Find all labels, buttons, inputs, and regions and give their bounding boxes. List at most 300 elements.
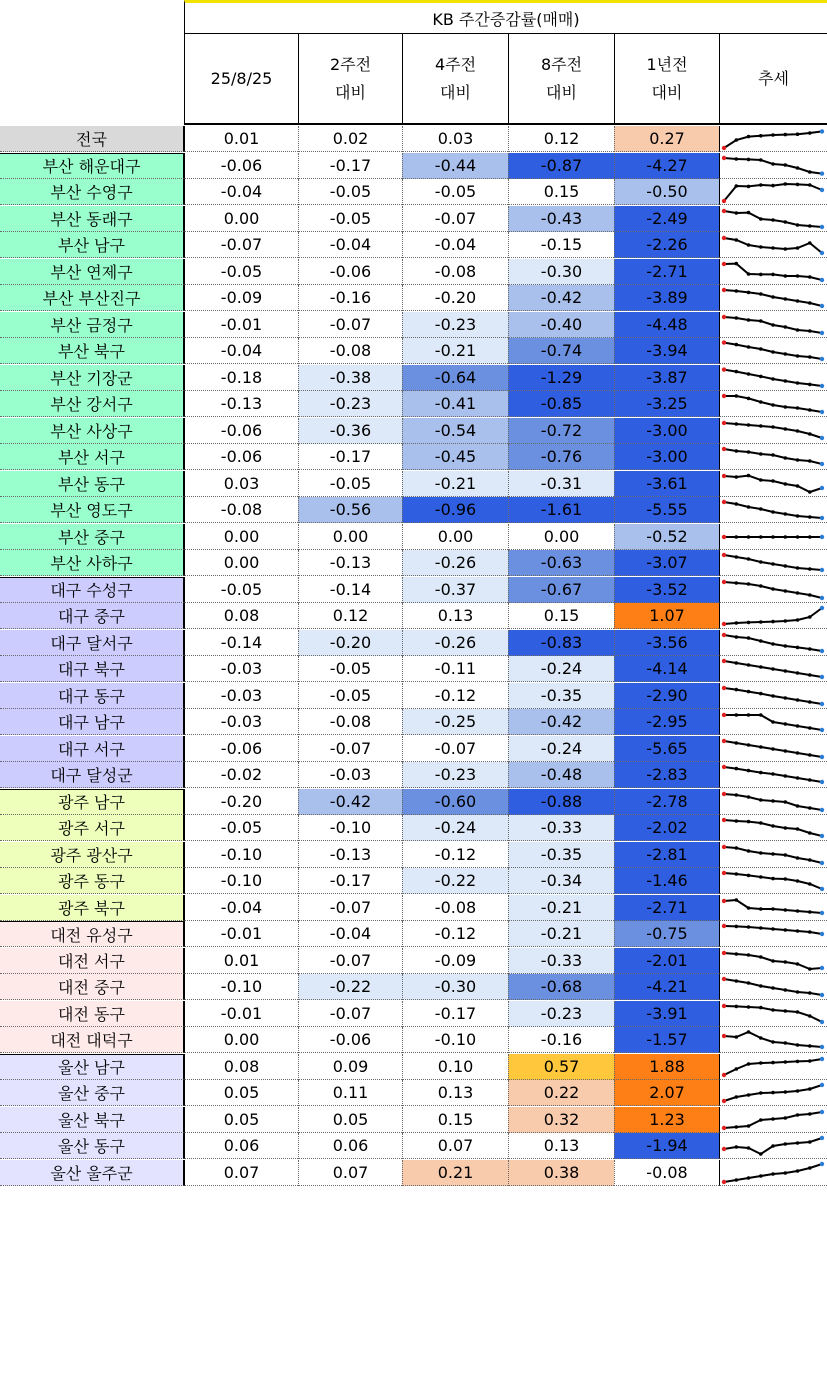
sparkline-point: [747, 372, 751, 376]
sparkline-point: [735, 555, 739, 559]
value-current: 0.03: [184, 471, 298, 497]
sparkline-point: [735, 211, 739, 215]
sparkline-point: [771, 453, 775, 457]
value-1y: 1.88: [614, 1054, 719, 1080]
region-name: 부산 기장군: [0, 365, 184, 391]
sparkline-svg: [720, 736, 826, 762]
sparkline-point: [808, 1112, 812, 1116]
table-row: [0, 471, 827, 497]
sparkline-point: [722, 261, 726, 265]
table-row: [0, 1080, 827, 1106]
sparkline-point: [759, 347, 763, 351]
sparkline-point: [747, 874, 751, 878]
sparkline-point: [796, 724, 800, 728]
sparkline-point: [771, 246, 775, 250]
sparkline-point: [722, 1034, 726, 1038]
value-1y: -2.49: [614, 206, 719, 232]
table-row: [0, 895, 827, 921]
value-current: -0.06: [184, 444, 298, 470]
sparkline-point: [808, 726, 812, 730]
sparkline-point: [796, 1043, 800, 1047]
region-name: 울산 동구: [0, 1133, 184, 1159]
value-2w: 0.07: [298, 1160, 402, 1186]
value-1y: 2.07: [614, 1080, 719, 1106]
sparkline-point: [735, 394, 739, 398]
region-name: 부산 서구: [0, 444, 184, 470]
sparkline-point: [796, 429, 800, 433]
region-name: 부산 영도구: [0, 497, 184, 523]
value-current: -0.03: [184, 656, 298, 682]
sparkline-line: [724, 900, 822, 913]
sparkline-point: [796, 909, 800, 913]
trend-sparkline: [719, 683, 827, 709]
value-current: -0.10: [184, 842, 298, 868]
trend-sparkline: [719, 577, 827, 603]
trend-sparkline: [719, 312, 827, 338]
value-current: 0.00: [184, 550, 298, 576]
sparkline-svg: [720, 868, 826, 894]
value-1y: -3.00: [614, 444, 719, 470]
value-1y: -4.27: [614, 153, 719, 179]
value-current: 0.01: [184, 948, 298, 974]
value-1y: -2.01: [614, 948, 719, 974]
sparkline-point: [747, 157, 751, 161]
value-8w: -0.30: [508, 259, 614, 285]
header-8w: [508, 34, 614, 125]
header-trend: [719, 34, 827, 125]
sparkline-point: [747, 1062, 751, 1066]
value-current: -0.14: [184, 630, 298, 656]
sparkline-point: [820, 383, 824, 387]
value-1y: -2.71: [614, 259, 719, 285]
value-4w: -0.12: [402, 921, 508, 947]
sparkline-point: [796, 354, 800, 358]
table-row: [0, 206, 827, 232]
sparkline-point: [808, 1166, 812, 1170]
sparkline-point: [735, 316, 739, 320]
region-name: 부산 중구: [0, 524, 184, 550]
value-4w: 0.13: [402, 1080, 508, 1106]
sparkline-point: [722, 1147, 726, 1151]
table-row: [0, 577, 827, 603]
sparkline-point: [796, 566, 800, 570]
header-label: 25/8/25: [210, 68, 273, 88]
sparkline-point: [808, 382, 812, 386]
value-4w: -0.10: [402, 1027, 508, 1053]
sparkline-point: [759, 319, 763, 323]
value-1y: -4.21: [614, 974, 719, 1000]
value-current: -0.08: [184, 497, 298, 523]
sparkline-point: [771, 907, 775, 911]
value-2w: -0.14: [298, 577, 402, 603]
region-name: 광주 동구: [0, 868, 184, 894]
region-name: 부산 연제구: [0, 259, 184, 285]
sparkline-point: [796, 223, 800, 227]
sparkline-point: [747, 663, 751, 667]
sparkline-point: [771, 295, 775, 299]
trend-sparkline: [719, 444, 827, 470]
value-8w: -0.24: [508, 656, 614, 682]
sparkline-point: [771, 1172, 775, 1176]
sparkline-point: [747, 795, 751, 799]
value-1y: -4.48: [614, 312, 719, 338]
header-date: [184, 34, 298, 125]
sparkline-point: [796, 827, 800, 831]
sparkline-point: [820, 129, 824, 133]
value-8w: -0.34: [508, 868, 614, 894]
region-name: 울산 울주군: [0, 1160, 184, 1186]
region-name: 대구 남구: [0, 709, 184, 735]
region-name: 부산 사하구: [0, 550, 184, 576]
value-2w: 0.06: [298, 1133, 402, 1159]
sparkline-point: [796, 698, 800, 702]
value-1y: -3.89: [614, 285, 719, 311]
header-sublabel: 대비: [651, 82, 683, 102]
sparkline-point: [784, 749, 788, 753]
table-row: [0, 1001, 827, 1027]
sparkline-point: [747, 636, 751, 640]
sparkline-point: [784, 928, 788, 932]
value-1y: -3.00: [614, 418, 719, 444]
sparkline-point: [747, 582, 751, 586]
sparkline-point: [784, 1142, 788, 1146]
value-2w: -0.42: [298, 789, 402, 815]
sparkline-point: [808, 967, 812, 971]
sparkline-point: [771, 927, 775, 931]
value-1y: -4.14: [614, 656, 719, 682]
trend-sparkline: [719, 974, 827, 1000]
value-4w: -0.12: [402, 842, 508, 868]
sparkline-point: [808, 459, 812, 463]
sparkline-point: [784, 800, 788, 804]
sparkline-point: [759, 1061, 763, 1065]
sparkline-point: [771, 1117, 775, 1121]
value-4w: -0.60: [402, 789, 508, 815]
sparkline-point: [784, 220, 788, 224]
value-current: -0.20: [184, 789, 298, 815]
sparkline-point: [722, 1099, 726, 1103]
sparkline-point: [722, 447, 726, 451]
value-4w: -0.11: [402, 656, 508, 682]
value-8w: -0.87: [508, 153, 614, 179]
sparkline-point: [820, 277, 824, 281]
sparkline-point: [784, 512, 788, 516]
value-4w: -0.05: [402, 179, 508, 205]
sparkline-svg: [720, 683, 826, 709]
sparkline-point: [820, 410, 824, 414]
sparkline-point: [784, 325, 788, 329]
sparkline-point: [771, 642, 775, 646]
sparkline-point: [759, 984, 763, 988]
value-8w: -0.40: [508, 312, 614, 338]
sparkline-svg: [720, 524, 826, 550]
value-2w: -0.05: [298, 656, 402, 682]
sparkline-point: [784, 482, 788, 486]
trend-sparkline: [719, 789, 827, 815]
sparkline-point: [808, 700, 812, 704]
sparkline-svg: [720, 815, 826, 841]
sparkline-point: [735, 846, 739, 850]
value-1y: 0.27: [614, 126, 719, 152]
sparkline-point: [759, 926, 763, 930]
value-1y: 1.07: [614, 603, 719, 629]
value-2w: 0.12: [298, 603, 402, 629]
sparkline-point: [820, 1136, 824, 1140]
table-row: [0, 1107, 827, 1133]
sparkline-point: [771, 986, 775, 990]
region-name: 울산 중구: [0, 1080, 184, 1106]
value-2w: -0.07: [298, 895, 402, 921]
sparkline-point: [796, 1113, 800, 1117]
sparkline-point: [722, 685, 726, 689]
value-8w: -0.33: [508, 948, 614, 974]
sparkline-point: [759, 478, 763, 482]
sparkline-point: [735, 741, 739, 745]
table-row: [0, 921, 827, 947]
value-2w: -0.05: [298, 683, 402, 709]
trend-sparkline: [719, 365, 827, 391]
sparkline-point: [784, 853, 788, 857]
sparkline-point: [796, 274, 800, 278]
value-4w: -0.04: [402, 232, 508, 258]
value-current: 0.01: [184, 126, 298, 152]
value-4w: 0.15: [402, 1107, 508, 1133]
value-2w: 0.05: [298, 1107, 402, 1133]
region-name: 대전 대덕구: [0, 1027, 184, 1053]
sparkline-point: [771, 620, 775, 624]
sparkline-point: [784, 247, 788, 251]
table-row: [0, 1133, 827, 1159]
table-row: [0, 842, 827, 868]
value-8w: -0.33: [508, 815, 614, 841]
value-4w: -0.08: [402, 895, 508, 921]
sparkline-point: [820, 357, 824, 361]
value-1y: -1.57: [614, 1027, 719, 1053]
sparkline-point: [735, 925, 739, 929]
trend-sparkline: [719, 1027, 827, 1053]
sparkline-point: [722, 632, 726, 636]
sparkline-point: [771, 1060, 775, 1064]
sparkline-point: [747, 1146, 751, 1150]
value-4w: -0.21: [402, 471, 508, 497]
sparkline-point: [747, 849, 751, 853]
table-row: [0, 232, 827, 258]
sparkline-point: [796, 990, 800, 994]
value-1y: -2.81: [614, 842, 719, 868]
sparkline-point: [747, 397, 751, 401]
value-8w: -0.76: [508, 444, 614, 470]
value-4w: -0.23: [402, 312, 508, 338]
value-1y: -2.71: [614, 895, 719, 921]
sparkline-point: [808, 329, 812, 333]
sparkline-point: [771, 587, 775, 591]
sparkline-point: [808, 408, 812, 412]
sparkline-point: [759, 245, 763, 249]
table-row: [0, 1027, 827, 1053]
sparkline-point: [747, 450, 751, 454]
table-row: [0, 153, 827, 179]
sparkline-point: [771, 1040, 775, 1044]
region-name: 광주 북구: [0, 895, 184, 921]
trend-sparkline: [719, 1080, 827, 1106]
value-8w: -0.88: [508, 789, 614, 815]
sparkline-point: [735, 1125, 739, 1129]
sparkline-point: [820, 728, 824, 732]
sparkline-point: [747, 621, 751, 625]
trend-sparkline: [719, 1133, 827, 1159]
value-4w: 0.07: [402, 1133, 508, 1159]
sparkline-line: [724, 238, 822, 253]
value-2w: -0.17: [298, 153, 402, 179]
value-8w: -0.67: [508, 577, 614, 603]
sparkline-point: [808, 275, 812, 279]
region-name: 대전 중구: [0, 974, 184, 1000]
sparkline-svg: [720, 630, 826, 656]
header-label: 4주전: [434, 54, 477, 74]
sparkline-point: [759, 639, 763, 643]
sparkline-point: [735, 475, 739, 479]
sparkline-point: [808, 991, 812, 995]
value-8w: 0.13: [508, 1133, 614, 1159]
sparkline-svg: [720, 126, 826, 152]
sparkline-point: [771, 133, 775, 137]
trend-sparkline: [719, 285, 827, 311]
sparkline-point: [771, 350, 775, 354]
sparkline-svg: [720, 762, 826, 788]
sparkline-point: [808, 490, 812, 494]
sparkline-point: [820, 807, 824, 811]
value-2w: -0.08: [298, 709, 402, 735]
trend-sparkline: [719, 815, 827, 841]
region-name: 부산 부산진구: [0, 285, 184, 311]
table-row: [0, 444, 827, 470]
sparkline-point: [808, 301, 812, 305]
sparkline-point: [784, 696, 788, 700]
sparkline-point: [796, 1059, 800, 1063]
table-row: [0, 736, 827, 762]
sparkline-point: [722, 844, 726, 848]
sparkline-point: [771, 720, 775, 724]
value-1y: -0.08: [614, 1160, 719, 1186]
value-2w: -0.05: [298, 471, 402, 497]
sparkline-point: [771, 218, 775, 222]
value-current: -0.01: [184, 312, 298, 338]
value-2w: -0.03: [298, 762, 402, 788]
sparkline-svg: [720, 1001, 826, 1027]
sparkline-point: [784, 1009, 788, 1013]
sparkline-point: [771, 1091, 775, 1095]
sparkline-point: [722, 199, 726, 203]
sparkline-point: [820, 330, 824, 334]
sparkline-point: [722, 340, 726, 344]
trend-sparkline: [719, 206, 827, 232]
value-1y: -2.95: [614, 709, 719, 735]
sparkline-point: [747, 291, 751, 295]
sparkline-svg: [720, 1054, 826, 1080]
value-1y: -3.07: [614, 550, 719, 576]
value-4w: 0.10: [402, 1054, 508, 1080]
value-2w: -0.38: [298, 365, 402, 391]
value-8w: -0.35: [508, 842, 614, 868]
value-4w: -0.44: [402, 153, 508, 179]
sparkline-point: [735, 422, 739, 426]
sparkline-point: [747, 1093, 751, 1097]
sparkline-svg: [720, 577, 826, 603]
trend-sparkline: [719, 1001, 827, 1027]
sparkline-point: [747, 953, 751, 957]
sparkline-point: [796, 1141, 800, 1145]
sparkline-point: [759, 1174, 763, 1178]
header-sublabel: 대비: [546, 82, 577, 102]
sparkline-point: [759, 424, 763, 428]
sparkline-point: [796, 132, 800, 136]
sparkline-point: [820, 188, 824, 192]
sparkline-point: [820, 1083, 824, 1087]
value-2w: -0.05: [298, 206, 402, 232]
trend-sparkline: [719, 1054, 827, 1080]
sparkline-point: [735, 1178, 739, 1182]
value-1y: -2.26: [614, 232, 719, 258]
value-current: -0.18: [184, 365, 298, 391]
sparkline-point: [808, 930, 812, 934]
value-4w: -0.21: [402, 338, 508, 364]
sparkline-point: [759, 821, 763, 825]
table-row: [0, 709, 827, 735]
sparkline-point: [784, 405, 788, 409]
table-row: [0, 815, 827, 841]
sparkline-point: [808, 1087, 812, 1091]
sparkline-svg: [720, 974, 826, 1000]
sparkline-point: [771, 667, 775, 671]
region-name: 부산 수영구: [0, 179, 184, 205]
sparkline-point: [784, 1041, 788, 1045]
sparkline-point: [808, 882, 812, 886]
trend-sparkline: [719, 259, 827, 285]
value-4w: -0.37: [402, 577, 508, 603]
sparkline-point: [820, 834, 824, 838]
table-row: [0, 550, 827, 576]
sparkline-point: [759, 907, 763, 911]
sparkline-point: [722, 420, 726, 424]
sparkline-point: [771, 959, 775, 963]
sparkline-point: [722, 1003, 726, 1007]
sparkline-point: [784, 1116, 788, 1120]
sparkline-point: [722, 534, 726, 538]
sparkline-point: [735, 238, 739, 242]
sparkline-point: [808, 183, 812, 187]
sparkline-point: [771, 852, 775, 856]
value-4w: -0.64: [402, 365, 508, 391]
table-row: [0, 338, 827, 364]
sparkline-svg: [720, 1080, 826, 1106]
value-1y: -1.46: [614, 868, 719, 894]
value-1y: -3.52: [614, 577, 719, 603]
value-2w: -0.10: [298, 815, 402, 841]
header-label: 추세: [758, 68, 789, 88]
sparkline-point: [820, 485, 824, 489]
sparkline-point: [747, 272, 751, 276]
sparkline-svg: [720, 1160, 826, 1186]
sparkline-point: [759, 1036, 763, 1040]
sparkline-svg: [720, 312, 826, 338]
table-row: [0, 762, 827, 788]
value-current: 0.00: [184, 1027, 298, 1053]
sparkline-line: [724, 873, 822, 889]
value-4w: -0.45: [402, 444, 508, 470]
trend-sparkline: [719, 153, 827, 179]
sparkline-point: [747, 557, 751, 561]
sparkline-point: [820, 462, 824, 466]
